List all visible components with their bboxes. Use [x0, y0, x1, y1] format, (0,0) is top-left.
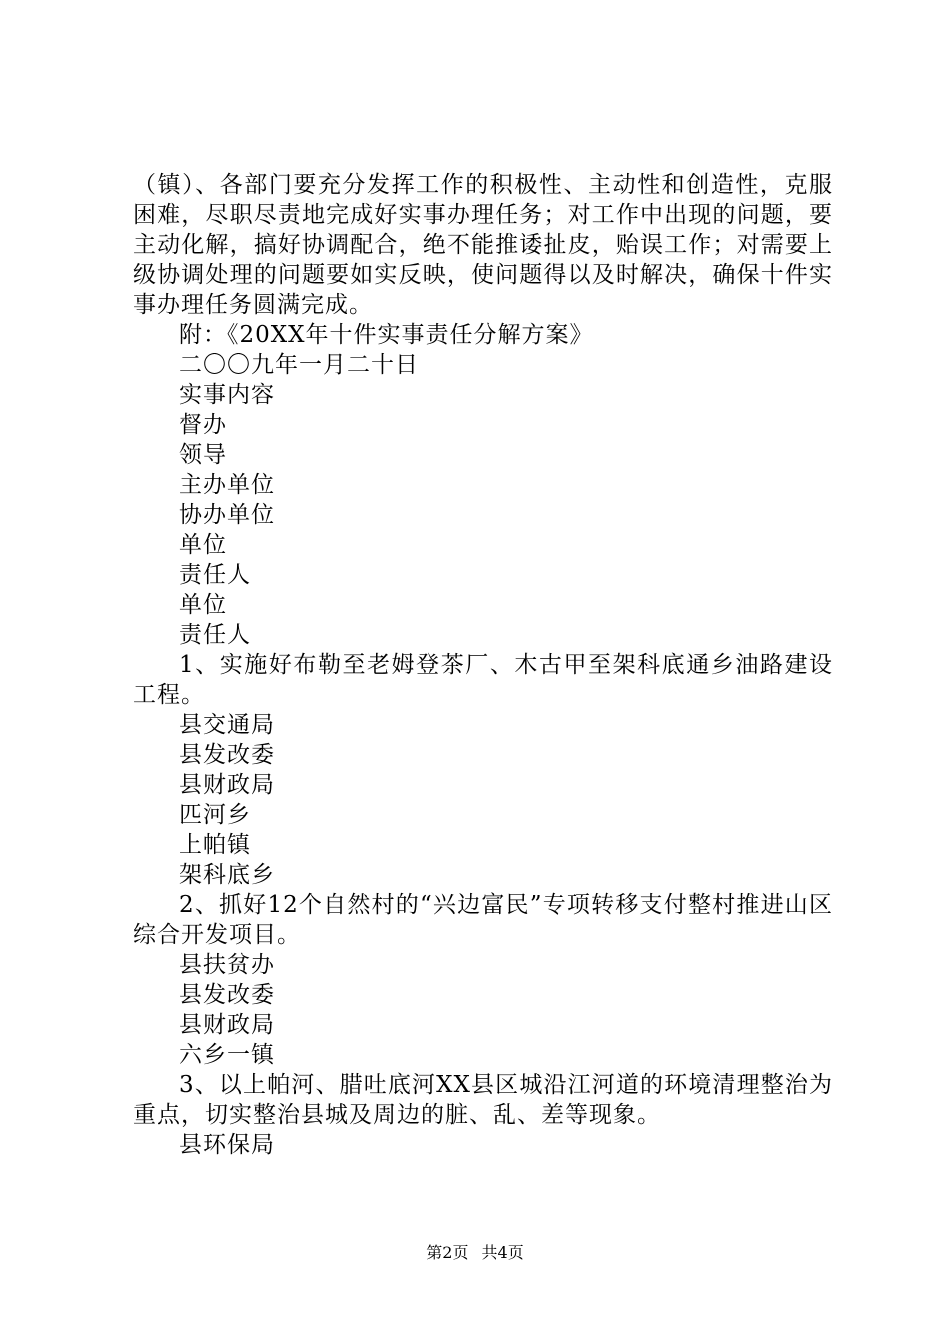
body-line: 单位: [179, 592, 227, 618]
body-paragraph: 1、实施好布勒至老姆登茶厂、木古甲至架科底通乡油路建设工程。: [133, 652, 833, 708]
body-line: 县环保局: [179, 1132, 275, 1158]
page-footer: [0, 1242, 950, 1264]
document-body: [133, 170, 833, 1160]
page-number: 第2页: [426, 1243, 469, 1262]
body-line: 责任人: [179, 562, 251, 588]
body-line: 县发改委: [179, 982, 275, 1008]
body-paragraph: 2、抓好12个自然村的“兴边富民”专项转移支付整村推进山区综合开发项目。: [133, 892, 833, 948]
body-line: 县财政局: [179, 772, 275, 798]
body-line: 协办单位: [179, 502, 275, 528]
body-line: 实事内容: [179, 382, 275, 408]
body-line: 二〇〇九年一月二十日: [179, 352, 419, 378]
page-total: 共4页: [481, 1243, 524, 1262]
body-line: 县扶贫办: [179, 952, 275, 978]
body-line: 领导: [179, 442, 227, 468]
body-paragraph: （镇）、各部门要充分发挥工作的积极性、主动性和创造性，克服困难，尽职尽责地完成好实事办理任务；对工作中出现的问题，要主动化解，搞好协调配合，绝不能推诿扯皮，贻误工作；对需要上级协调处理的问题要如实反映，使问题得以及时解决，确保十件实事办理任务圆满完成。: [133, 172, 833, 318]
body-line: 单位: [179, 532, 227, 558]
body-line: 主办单位: [179, 472, 275, 498]
body-line: 架科底乡: [179, 862, 275, 888]
body-line: 匹河乡: [179, 802, 251, 828]
body-line: 责任人: [179, 622, 251, 648]
body-line: 县交通局: [179, 712, 275, 738]
body-line: 督办: [179, 412, 227, 438]
body-line: 附：《20XX年十件实事责任分解方案》: [179, 322, 594, 348]
body-line: 县发改委: [179, 742, 275, 768]
body-line: 六乡一镇: [179, 1042, 275, 1068]
body-line: 县财政局: [179, 1012, 275, 1038]
body-line: 上帕镇: [179, 832, 251, 858]
body-paragraph: 3、以上帕河、腊吐底河XX县区城沿江河道的环境清理整治为重点，切实整治县城及周边的脏、乱、差等现象。: [133, 1072, 833, 1128]
